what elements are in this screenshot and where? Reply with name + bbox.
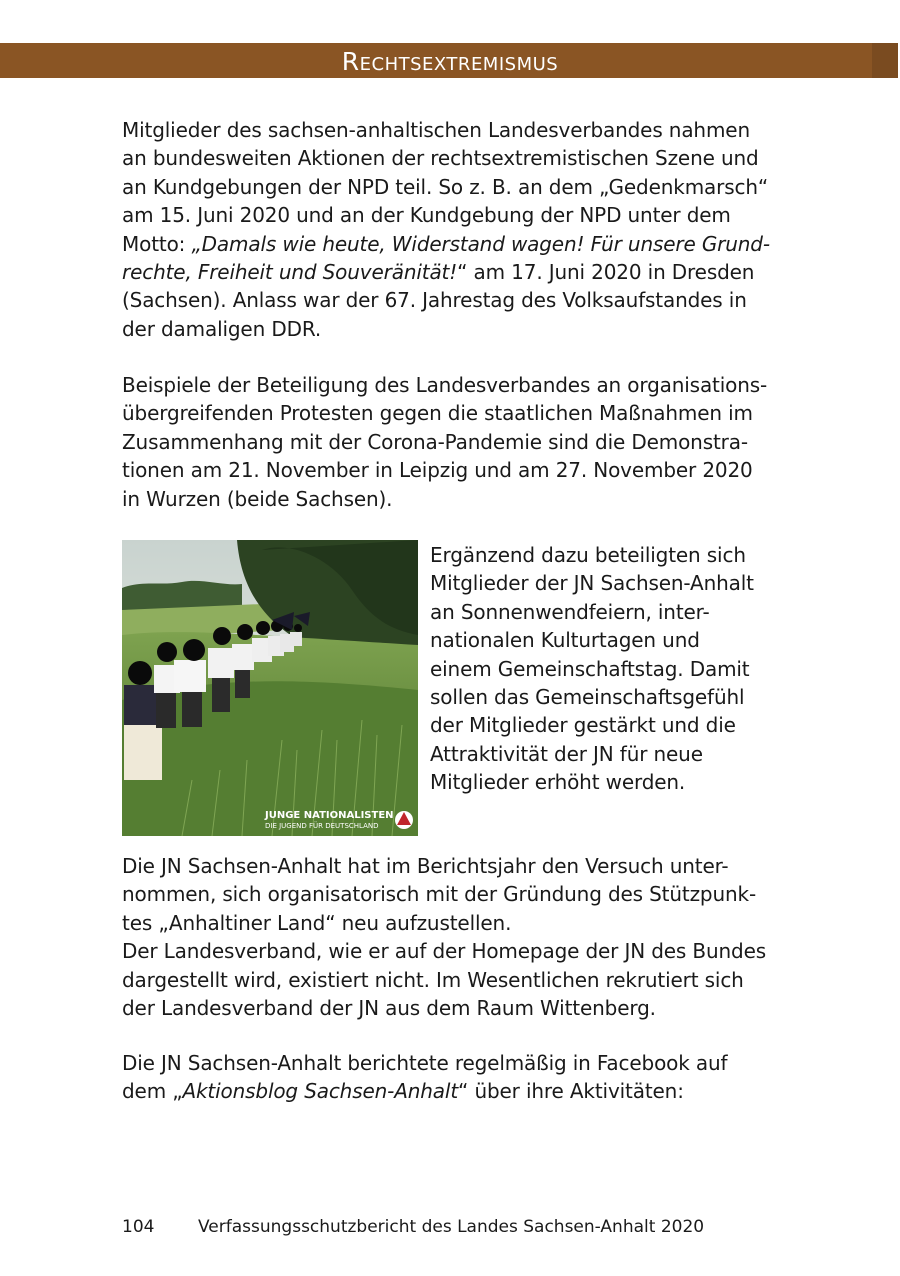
text-run: Motto: xyxy=(122,231,192,256)
text-line xyxy=(122,1077,782,1105)
text-line: an Sonnenwendfeiern, inter- xyxy=(430,599,710,624)
text-line: Die JN Sachsen-Anhalt hat im Berichtsjahr den Versuch unter- xyxy=(122,854,729,878)
text-line: Beispiele der Beteiligung des Landesverbandes an organisations- xyxy=(122,373,768,397)
text-line: Ergänzend dazu beteiligten sich xyxy=(430,543,746,567)
text-line: an bundesweiten Aktionen der rechtsextremistischen Szene und xyxy=(122,146,759,171)
text-line: nationalen Kulturtagen und xyxy=(430,628,700,653)
paragraph-corona-protests xyxy=(122,371,782,513)
text-run: “ über ihre Aktivitäten: xyxy=(458,1079,684,1104)
text-line: Attraktivität der JN für neue xyxy=(430,741,703,766)
text-line: einem Gemeinschaftstag. Damit xyxy=(430,656,750,681)
text-line: sollen das Gemeinschaftsgefühl xyxy=(430,685,745,710)
text-line: tes „Anhaltiner Land“ neu aufzustellen. xyxy=(122,910,512,935)
text-run: dem „ xyxy=(122,1079,183,1104)
text-line: in Wurzen (beide Sachsen). xyxy=(122,486,393,511)
text-line: Mitglieder der JN Sachsen-Anhalt xyxy=(430,571,754,596)
text-line: am 15. Juni 2020 und an der Kundgebung der NPD unter dem xyxy=(122,203,731,228)
paragraph-jn-activities xyxy=(430,541,790,797)
text-line: Der Landesverband, wie er auf der Homepage der JN des Bundes xyxy=(122,939,766,964)
text-line xyxy=(122,230,782,258)
text-line: übergreifenden Protesten gegen die staatlichen Maßnahmen im xyxy=(122,401,753,426)
text-line: Die JN Sachsen-Anhalt berichtete regelmäßig in Facebook auf xyxy=(122,1051,728,1075)
motto-quote: „Damals wie heute, Widerstand wagen! Für unsere Grund- xyxy=(191,231,770,256)
text-line: tionen am 21. November in Leipzig und am 27. November 2020 xyxy=(122,458,753,483)
paragraph-stuetzpunkt xyxy=(122,852,782,1022)
motto-quote: rechte, Freiheit und Souveränität! xyxy=(122,260,458,285)
text-line: der Landesverband der JN aus dem Raum Wittenberg. xyxy=(122,996,656,1021)
photo-watermark-title: JUNGE NATIONALISTEN xyxy=(265,810,394,821)
text-line: Mitglieder des sachsen-anhaltischen Landesverbandes nahmen xyxy=(122,118,750,142)
page-number: 104 xyxy=(122,1217,155,1237)
text-line: Zusammenhang mit der Corona-Pandemie sind die Demonstra- xyxy=(122,429,748,454)
text-line: an Kundgebungen der NPD teil. So z. B. an dem „Gedenkmarsch“ xyxy=(122,174,769,199)
photo-watermark-subtitle: DIE JUGEND FÜR DEUTSCHLAND xyxy=(265,822,379,830)
text-line: (Sachsen). Anlass war der 67. Jahrestag des Volksaufstandes in xyxy=(122,288,747,313)
text-line xyxy=(122,258,782,286)
text-line: nommen, sich organisatorisch mit der Gründung des Stützpunk- xyxy=(122,882,757,907)
footer-title: Verfassungsschutzbericht des Landes Sachsen-Anhalt 2020 xyxy=(198,1217,705,1237)
text-line: Mitglieder erhöht werden. xyxy=(430,770,686,795)
text-line: der damaligen DDR. xyxy=(122,316,322,341)
blog-name: Aktionsblog Sachsen-Anhalt xyxy=(182,1079,459,1104)
text-line: der Mitglieder gestärkt und die xyxy=(430,713,736,738)
paragraph-npd-events xyxy=(122,116,782,343)
text-line: dargestellt wird, existiert nicht. Im Wesentlichen rekrutiert sich xyxy=(122,967,744,992)
photo-group-walking-meadow xyxy=(122,540,418,836)
section-title: Rechtsextremismus xyxy=(341,47,559,76)
paragraph-facebook xyxy=(122,1049,782,1106)
text-run: “ am 17. Juni 2020 in Dresden xyxy=(457,260,755,285)
